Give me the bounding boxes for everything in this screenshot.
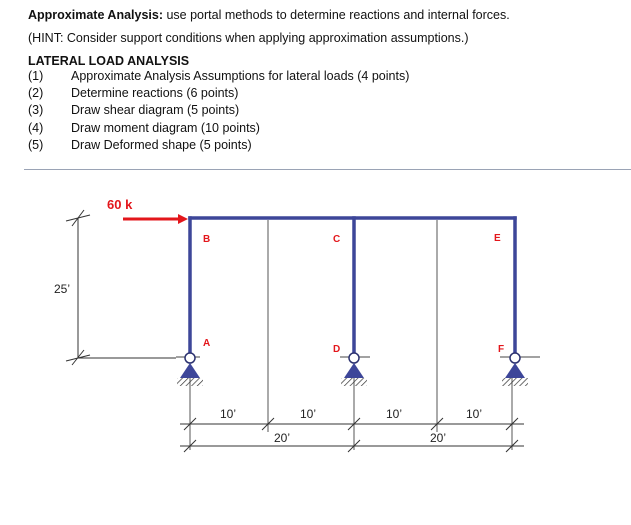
support-d	[341, 353, 367, 386]
dim-label: 10’	[466, 407, 483, 421]
node-label-e: E	[494, 233, 501, 244]
task-number: (4)	[28, 121, 44, 135]
load-arrow	[123, 214, 188, 224]
height-dimension	[66, 210, 176, 365]
height-label: 25’	[54, 282, 71, 296]
hint-text: (HINT: Consider support conditions when applying approximation assumptions.)	[28, 31, 469, 45]
node-label-d: D	[333, 344, 341, 355]
dim-label: 10’	[220, 407, 237, 421]
load-label: 60 k	[107, 197, 133, 212]
task-text: Draw moment diagram (10 points)	[71, 121, 260, 135]
task-text: Draw shear diagram (5 points)	[71, 103, 240, 117]
dim-label: 10’	[386, 407, 403, 421]
node-label-c: C	[333, 234, 341, 245]
task-text: Draw Deformed shape (5 points)	[71, 138, 252, 152]
task-text: Determine reactions (6 points)	[71, 86, 239, 100]
node-label-a: A	[203, 338, 211, 349]
dim-label: 10’	[300, 407, 317, 421]
dim-label: 20’	[274, 431, 291, 445]
node-label-b: B	[203, 234, 211, 245]
task-number: (3)	[28, 103, 44, 117]
problem-title-rest: use portal methods to determine reactions and internal forces.	[163, 8, 510, 22]
dimension-lines	[180, 418, 524, 452]
section-heading: LATERAL LOAD ANALYSIS	[28, 54, 190, 68]
problem-title-bold: Approximate Analysis:	[28, 8, 163, 22]
support-f	[502, 353, 528, 386]
portal-frame	[190, 218, 515, 357]
support-a	[177, 353, 203, 386]
task-text: Approximate Analysis Assumptions for lateral loads (4 points)	[71, 69, 410, 83]
task-number: (2)	[28, 86, 44, 100]
node-label-f: F	[498, 344, 505, 355]
dim-label: 20’	[430, 431, 447, 445]
task-number: (1)	[28, 69, 44, 83]
task-number: (5)	[28, 138, 44, 152]
